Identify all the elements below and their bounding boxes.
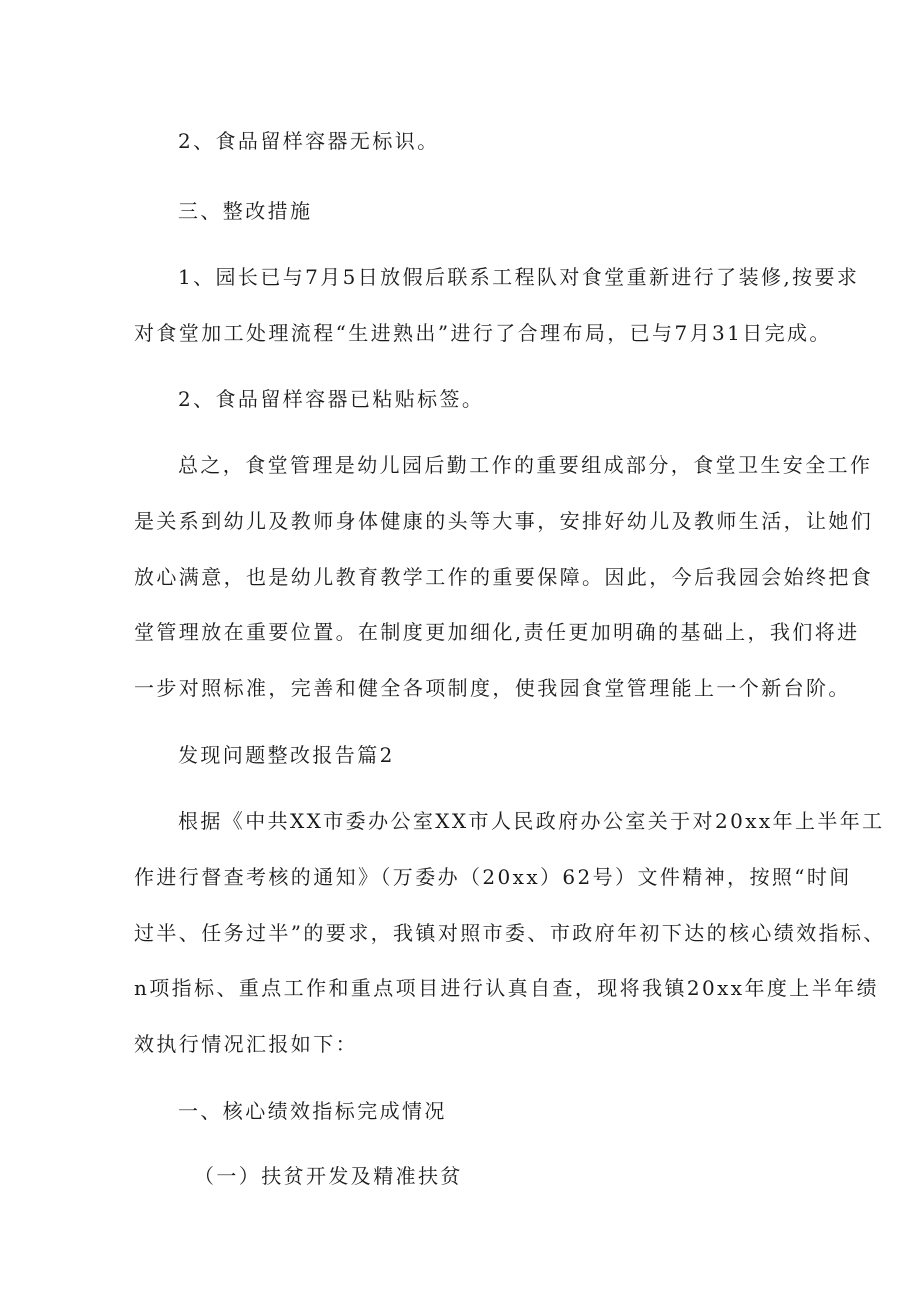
paragraph-line: 过半、任务过半”的要求，我镇对照市委、市政府年初下达的核心绩效指标、	[134, 921, 886, 945]
paragraph-line: 1、园长已与7月5日放假后联系工程队对食堂重新进行了装修,按要求	[178, 265, 860, 289]
section-heading-core-indicators: 一、核心绩效指标完成情况	[178, 1099, 447, 1123]
paragraph-line: 对食堂加工处理流程“生进熟出”进行了合理布局，已与7月31日完成。	[134, 321, 832, 345]
paragraph-line: 效执行情况汇报如下：	[134, 1032, 358, 1056]
list-item-no-label: 2、食品留样容器无标识。	[178, 129, 440, 153]
paragraph-line: 一步对照标准，完善和健全各项制度，使我园食堂管理能上一个新台阶。	[134, 676, 851, 700]
report-title: 发现问题整改报告篇2	[178, 743, 395, 767]
paragraph-line: n项指标、重点工作和重点项目进行认真自查，现将我镇20xx年度上半年绩	[134, 976, 879, 1000]
subsection-heading-poverty-alleviation: （一）扶贫开发及精准扶贫	[194, 1164, 463, 1188]
paragraph-line: 根据《中共XX市委办公室XX市人民政府办公室关于对20xx年上半年工	[178, 809, 885, 833]
paragraph-line: 堂管理放在重要位置。在制度更加细化,责任更加明确的基础上，我们将进	[134, 620, 860, 644]
section-heading-rectification: 三、整改措施	[178, 199, 313, 223]
paragraph-line: 放心满意，也是幼儿教育教学工作的重要保障。因此，今后我园会始终把食	[134, 565, 874, 589]
paragraph-line: 是关系到幼儿及教师身体健康的头等大事，安排好幼儿及教师生活，让她们	[134, 509, 874, 533]
list-item-labels-applied: 2、食品留样容器已粘贴标签。	[178, 387, 485, 411]
paragraph-line: 作进行督查考核的通知》（万委办（20xx）62号）文件精神，按照“时间	[134, 865, 852, 889]
paragraph-line: 总之，食堂管理是幼儿园后勤工作的重要组成部分，食堂卫生安全工作	[178, 453, 873, 477]
